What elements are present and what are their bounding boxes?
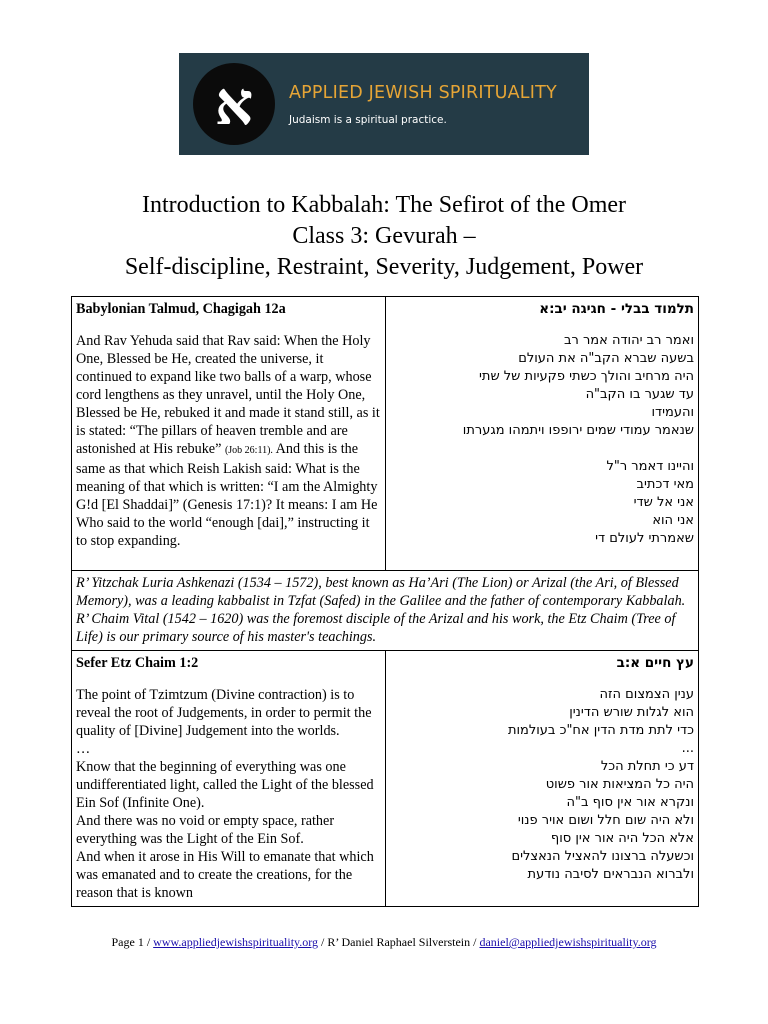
hebrew-line: ... bbox=[681, 741, 694, 756]
etz-paragraph: And there was no void or empty space, rather everything was the Light of the Ein Sof. bbox=[76, 813, 335, 847]
page-number: Page 1 / bbox=[111, 935, 154, 949]
brand-tagline: Judaism is a spiritual practice. bbox=[289, 114, 447, 126]
sources-table bbox=[71, 296, 699, 907]
hebrew-line: ענין הצמצום הזה bbox=[599, 687, 694, 702]
aleph-logo-icon: א bbox=[214, 69, 254, 139]
website-link[interactable]: www.appliedjewishspirituality.org bbox=[153, 935, 319, 949]
hebrew-line: שאמרתי לעולם די bbox=[595, 531, 694, 546]
hebrew-line: ולא היה שום חלל ושום אויר פנוי bbox=[517, 813, 694, 828]
hebrew-line: ולברוא הנבראים לסיבה נודעת bbox=[527, 867, 694, 882]
etz-paragraph: The point of Tzimtzum (Divine contraction) is to reveal the root of Judgements, in order to permit the quality of [Divine] Judgement into the worlds. bbox=[76, 687, 372, 739]
talmud-text-part1: And Rav Yehuda said that Rav said: When the Holy One, Blessed be He, created the universe, it continued to expand like two balls of a warp, whose cord lengthens as they unravel, until the Holy One, Blessed be He, rebuked it and made it stand still, as it is stated: “The pillars of heaven tremble and are astonished at His rebuke” bbox=[76, 333, 380, 457]
hebrew-line: והעמידו bbox=[651, 405, 694, 420]
hebrew-line: היה מרחיב והולך כשתי פקעיות של שתי bbox=[479, 369, 694, 384]
hebrew-line: דע כי תחלת הכל bbox=[600, 759, 694, 774]
talmud-hebrew-source-title: תלמוד בבלי - חגיגה יב:א bbox=[539, 301, 694, 317]
page-footer bbox=[0, 935, 768, 950]
brand-banner bbox=[179, 53, 589, 155]
note-row bbox=[72, 571, 699, 651]
hebrew-line: היה כל המציאות אור פשוט bbox=[545, 777, 694, 792]
talmud-citation: (Job 26:11). bbox=[224, 445, 273, 456]
talmud-text-part2: And this is the same as that which Reish Lakish said: What is the meaning of that which is written: “I am the Almighty G!d [El Shaddai]” (Genesis 17:1)? It means: I am He Who said to the world “enough [dai],” instructing it to stop expanding. bbox=[76, 441, 378, 549]
page-subtitle-class: Class 3: Gevurah – bbox=[292, 223, 476, 249]
talmud-english-text bbox=[76, 332, 381, 550]
talmud-source-title: Babylonian Talmud, Chagigah 12a bbox=[76, 301, 286, 317]
talmud-hebrew-text bbox=[390, 332, 694, 548]
spacer bbox=[390, 440, 694, 458]
hebrew-line: עד שגער בו הקב"ה bbox=[585, 387, 694, 402]
etz-hebrew-text bbox=[390, 686, 694, 884]
hebrew-line: שנאמר עמודי שמים ירופפו ויתמהו מגערתו bbox=[462, 423, 694, 438]
etz-chaim-row bbox=[72, 651, 699, 907]
hebrew-line: הוא לגלות שורש הדינין bbox=[569, 705, 694, 720]
hebrew-line: כדי לתת מדת הדין אח"כ בעולמות bbox=[507, 723, 694, 738]
arizal-note: R’ Yitzchak Luria Ashkenazi (1534 – 1572), best known as Ha’Ari (The Lion) or Arizal (the Ari, of Blessed Memory), was a leading kabbalist in Tzfat (Safed) in the Galilee and the father of contemporary Kabbalah. R’ Chaim Vital (1542 – 1620) was the foremost disciple of the Arizal and his work, the Etz Chaim (Tree of Life) is our primary source of his master's teachings. bbox=[72, 571, 699, 651]
hebrew-line: וכשעלה ברצונו להאציל הנאצלים bbox=[511, 849, 694, 864]
talmud-hebrew-cell bbox=[386, 297, 699, 571]
hebrew-line: מאי דכתיב bbox=[636, 477, 694, 492]
etz-hebrew-source-title: עץ חיים א:ב bbox=[616, 655, 694, 671]
hebrew-line: ואמר רב יהודה אמר רב bbox=[563, 333, 694, 348]
hebrew-line: אלא הכל היה אור אין סוף bbox=[550, 831, 694, 846]
hebrew-line: אני הוא bbox=[652, 513, 694, 528]
etz-hebrew-cell bbox=[386, 651, 699, 907]
etz-paragraph: Know that the beginning of everything was one undifferentiated light, called the Light of the blessed Ein Sof (Infinite One). bbox=[76, 759, 374, 811]
etz-ellipsis: … bbox=[76, 741, 91, 757]
talmud-english-cell bbox=[72, 297, 386, 571]
etz-source-title: Sefer Etz Chaim 1:2 bbox=[76, 655, 199, 671]
etz-english-cell bbox=[72, 651, 386, 907]
page-title: Introduction to Kabbalah: The Sefirot of the Omer bbox=[141, 192, 627, 218]
hebrew-line: והיינו דאמר ר"ל bbox=[606, 459, 694, 474]
hebrew-line: אני אל שדי bbox=[633, 495, 694, 510]
brand-name: APPLIED JEWISH SPIRITUALITY bbox=[289, 83, 557, 103]
hebrew-line: בשעה שברא הקב"ה את העולם bbox=[518, 351, 694, 366]
author-credit: / R’ Daniel Raphael Silverstein / bbox=[318, 935, 480, 949]
page-subtitle-topic: Self-discipline, Restraint, Severity, Judgement, Power bbox=[124, 254, 644, 280]
talmud-row bbox=[72, 297, 699, 571]
email-link[interactable]: daniel@appliedjewishspirituality.org bbox=[479, 935, 657, 949]
etz-paragraph: And when it arose in His Will to emanate that which was emanated and to create the creations, for the reason that is known bbox=[76, 849, 374, 901]
hebrew-line: ונקרא אור אין סוף ב"ה bbox=[566, 795, 694, 810]
